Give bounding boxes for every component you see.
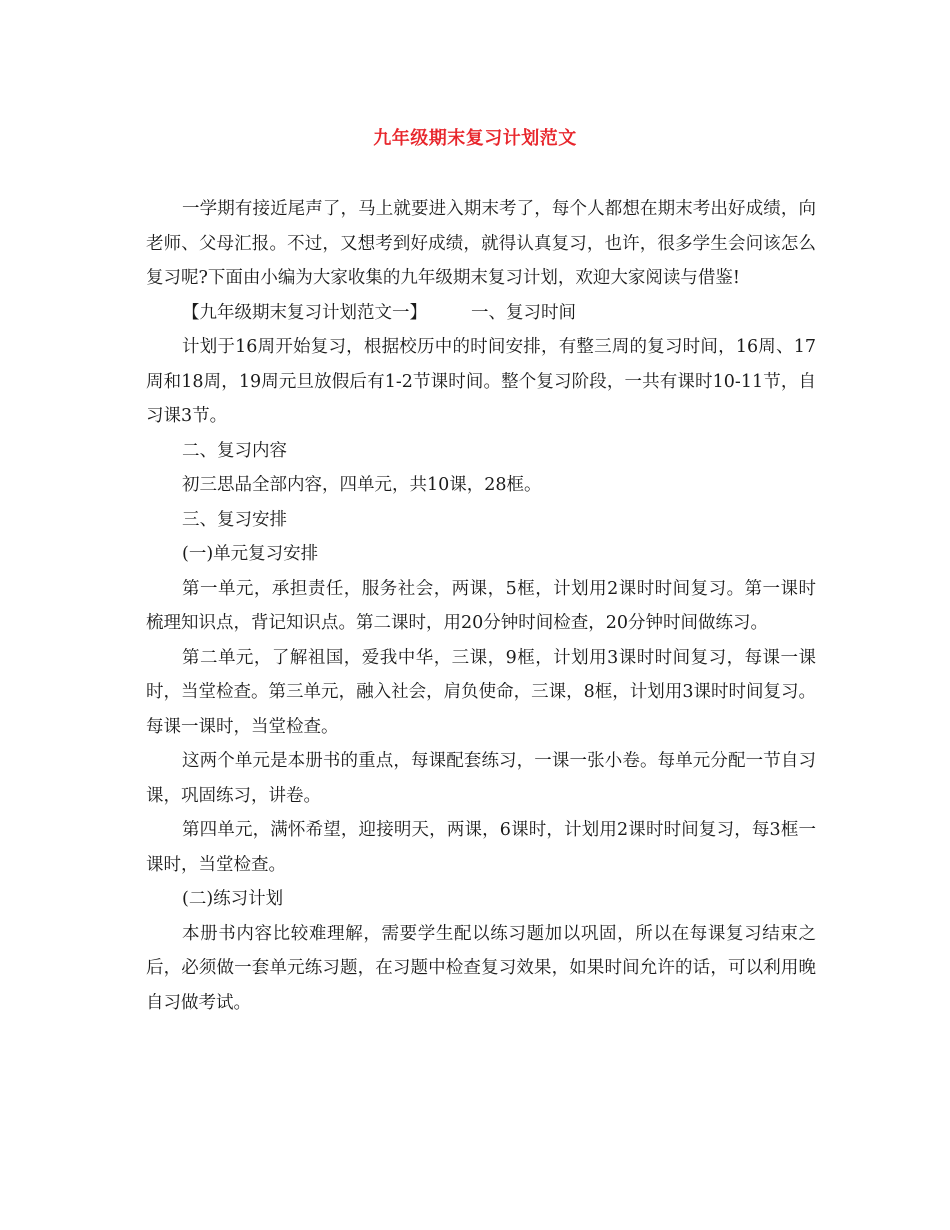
intro-paragraph: 一学期有接近尾声了，马上就要进入期末考了，每个人都想在期末考出好成绩，向老师、父母汇报。不过，又想考到好成绩，就得认真复习，也许，很多学生会问该怎么复习呢?下面由小编为大家收集的九年级期末复习计划，欢迎大家阅读与借鉴!	[146, 199, 816, 288]
section-header-line	[146, 296, 816, 331]
unit-two-three-paragraph: 第二单元，了解祖国，爱我中华，三课，9框，计划用3课时时间复习，每课一课时，当堂检查。第三单元，融入社会，肩负使命，三课，8框，计划用3课时时间复习。每课一课时，当堂检查。	[146, 647, 816, 737]
unit-four-paragraph: 第四单元，满怀希望，迎接明天，两课，6课时，计划用2课时时间复习，每3框一课时，当堂检查。	[146, 820, 816, 875]
section-label: 【九年级期末复习计划范文一】	[182, 302, 427, 323]
review-content-paragraph: 初三思品全部内容，四单元，共10课，28框。	[182, 475, 542, 495]
key-units-paragraph: 这两个单元是本册书的重点，每课配套练习，一课一张小卷。每单元分配一节自习课，巩固练习，讲卷。	[146, 751, 816, 806]
heading-review-arrangement: 三、复习安排	[182, 509, 287, 530]
document-body	[146, 192, 816, 1020]
subheading-practice-plan: (二)练习计划	[182, 889, 284, 909]
practice-plan-paragraph: 本册书内容比较难理解，需要学生配以练习题加以巩固，所以在每课复习结束之后，必须做一套单元练习题，在习题中检查复习效果，如果时间允许的话，可以利用晚自习做考试。	[146, 923, 816, 1013]
review-time-paragraph: 计划于16周开始复习，根据校历中的时间安排，有整三周的复习时间，16周、17周和18周，19周元旦放假后有1-2节课时间。整个复习阶段，一共有课时10-11节，自习课3节。	[146, 337, 816, 426]
heading-review-content: 二、复习内容	[182, 440, 287, 461]
unit-one-paragraph: 第一单元，承担责任，服务社会，两课，5框，计划用2课时时间复习。第一课时梳理知识点，背记知识点。第二课时，用20分钟时间检查，20分钟时间做练习。	[146, 578, 816, 633]
heading-review-time: 一、复习时间	[471, 302, 576, 323]
subheading-unit-arrangement: (一)单元复习安排	[182, 544, 319, 564]
document-title: 九年级期末复习计划范文	[373, 128, 577, 149]
